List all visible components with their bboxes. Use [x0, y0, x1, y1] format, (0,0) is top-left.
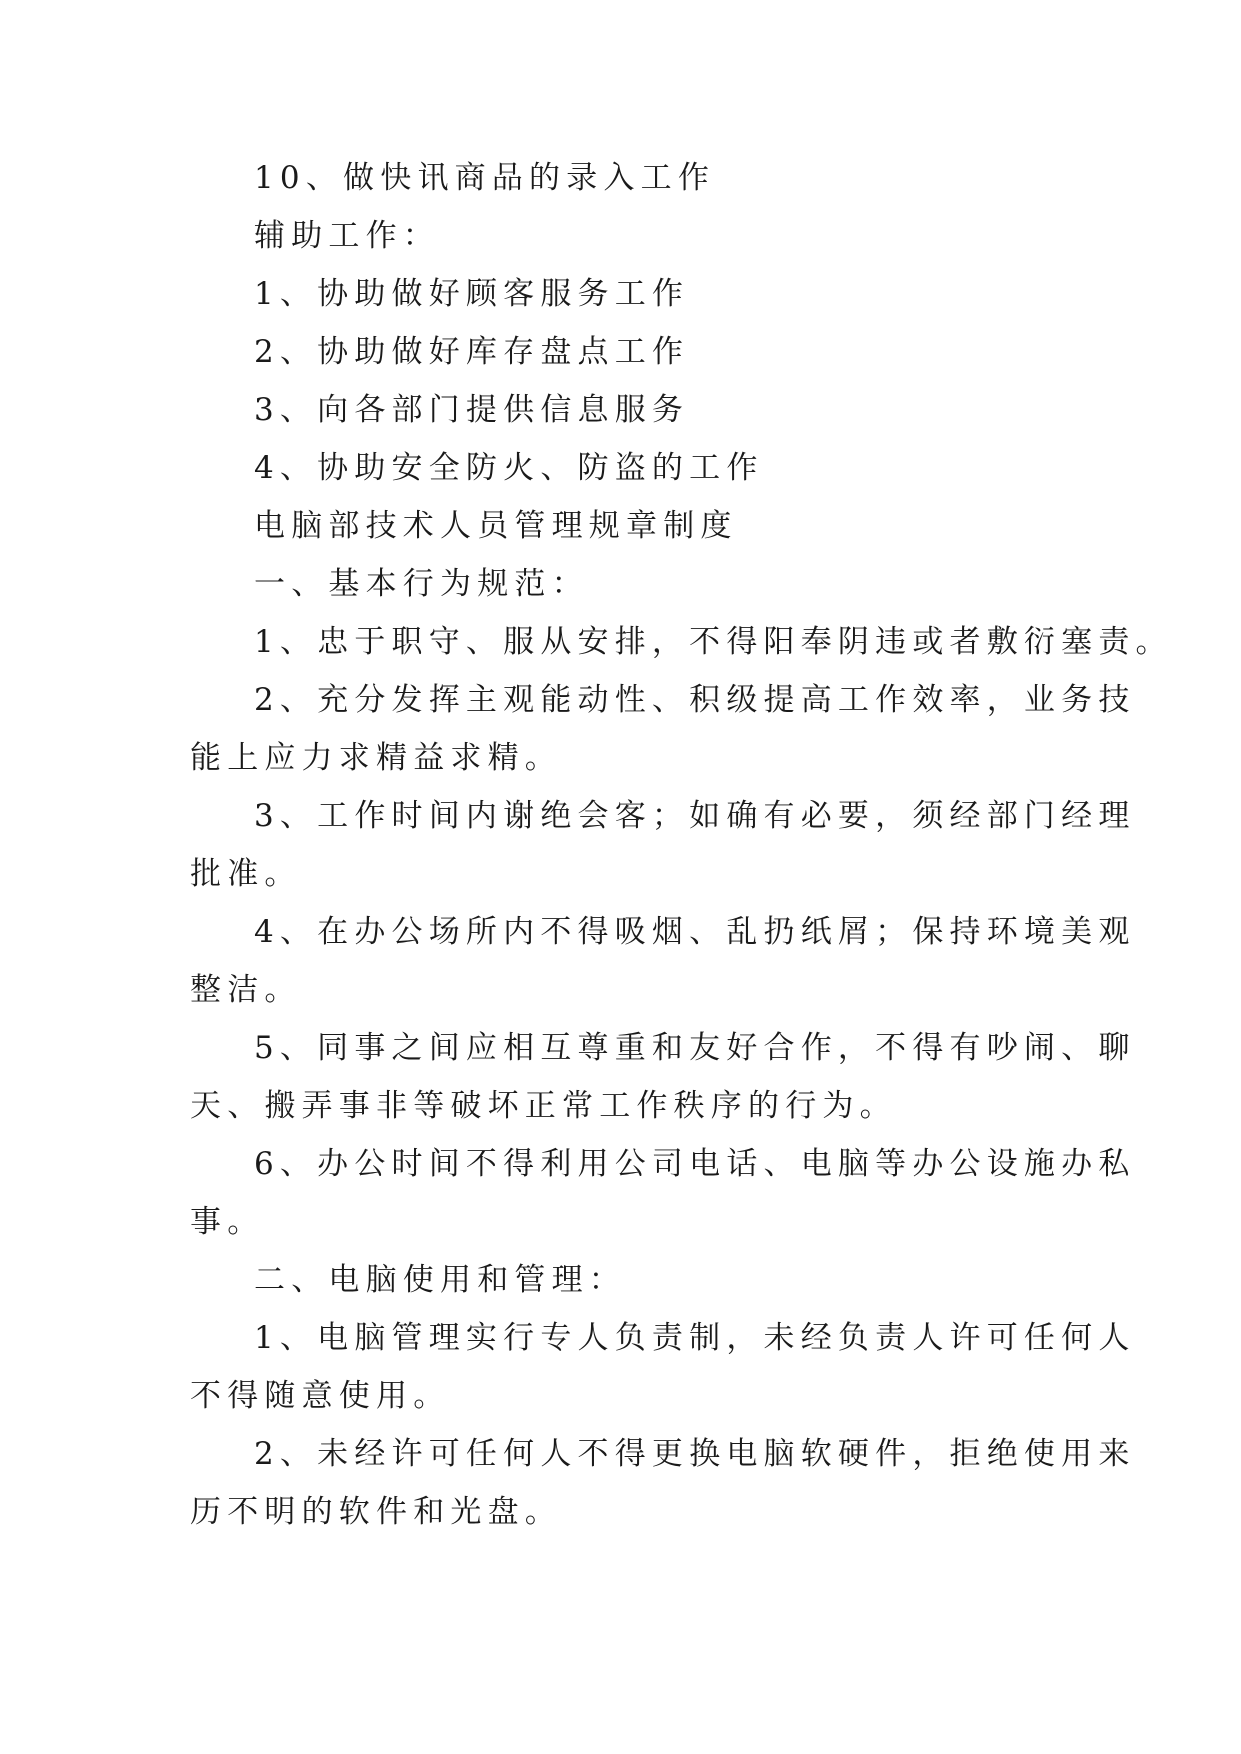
paragraph-line: 6、办公时间不得利用公司电话、电脑等办公设施办私 — [254, 1146, 1136, 1182]
paragraph-line: 5、同事之间应相互尊重和友好合作，不得有吵闹、聊 — [254, 1030, 1136, 1066]
paragraph-line: 10、做快讯商品的录入工作 — [254, 160, 716, 196]
paragraph-line: 4、在办公场所内不得吸烟、乱扔纸屑；保持环境美观 — [254, 914, 1136, 950]
paragraph-line: 4、协助安全防火、防盗的工作 — [254, 450, 764, 486]
paragraph-line: 2、协助做好库存盘点工作 — [254, 334, 690, 370]
paragraph-line: 2、未经许可任何人不得更换电脑软硬件，拒绝使用来 — [254, 1436, 1136, 1472]
paragraph-line: 1、电脑管理实行专人负责制，未经负责人许可任何人 — [254, 1320, 1136, 1356]
paragraph-line: 天、搬弄事非等破坏正常工作秩序的行为。 — [190, 1088, 897, 1124]
paragraph-line: 事。 — [190, 1204, 265, 1240]
paragraph-line: 批准。 — [190, 856, 302, 892]
paragraph-line: 2、充分发挥主观能动性、积级提高工作效率，业务技 — [254, 682, 1136, 718]
paragraph-line: 能上应力求精益求精。 — [190, 740, 562, 776]
document-title: 电脑部技术人员管理规章制度 — [254, 508, 738, 544]
paragraph-line: 历不明的软件和光盘。 — [190, 1494, 562, 1530]
section-heading: 辅助工作： — [254, 218, 440, 254]
paragraph-line: 整洁。 — [190, 972, 302, 1008]
section-heading: 二、电脑使用和管理： — [254, 1262, 626, 1298]
paragraph-line: 1、忠于职守、服从安排，不得阳奉阴违或者敷衍塞责。 — [254, 624, 1173, 660]
paragraph-line: 3、工作时间内谢绝会客；如确有必要，须经部门经理 — [254, 798, 1136, 834]
paragraph-line: 1、协助做好顾客服务工作 — [254, 276, 690, 312]
paragraph-line: 不得随意使用。 — [190, 1378, 451, 1414]
paragraph-line: 3、向各部门提供信息服务 — [254, 392, 690, 428]
section-heading: 一、基本行为规范： — [254, 566, 589, 602]
